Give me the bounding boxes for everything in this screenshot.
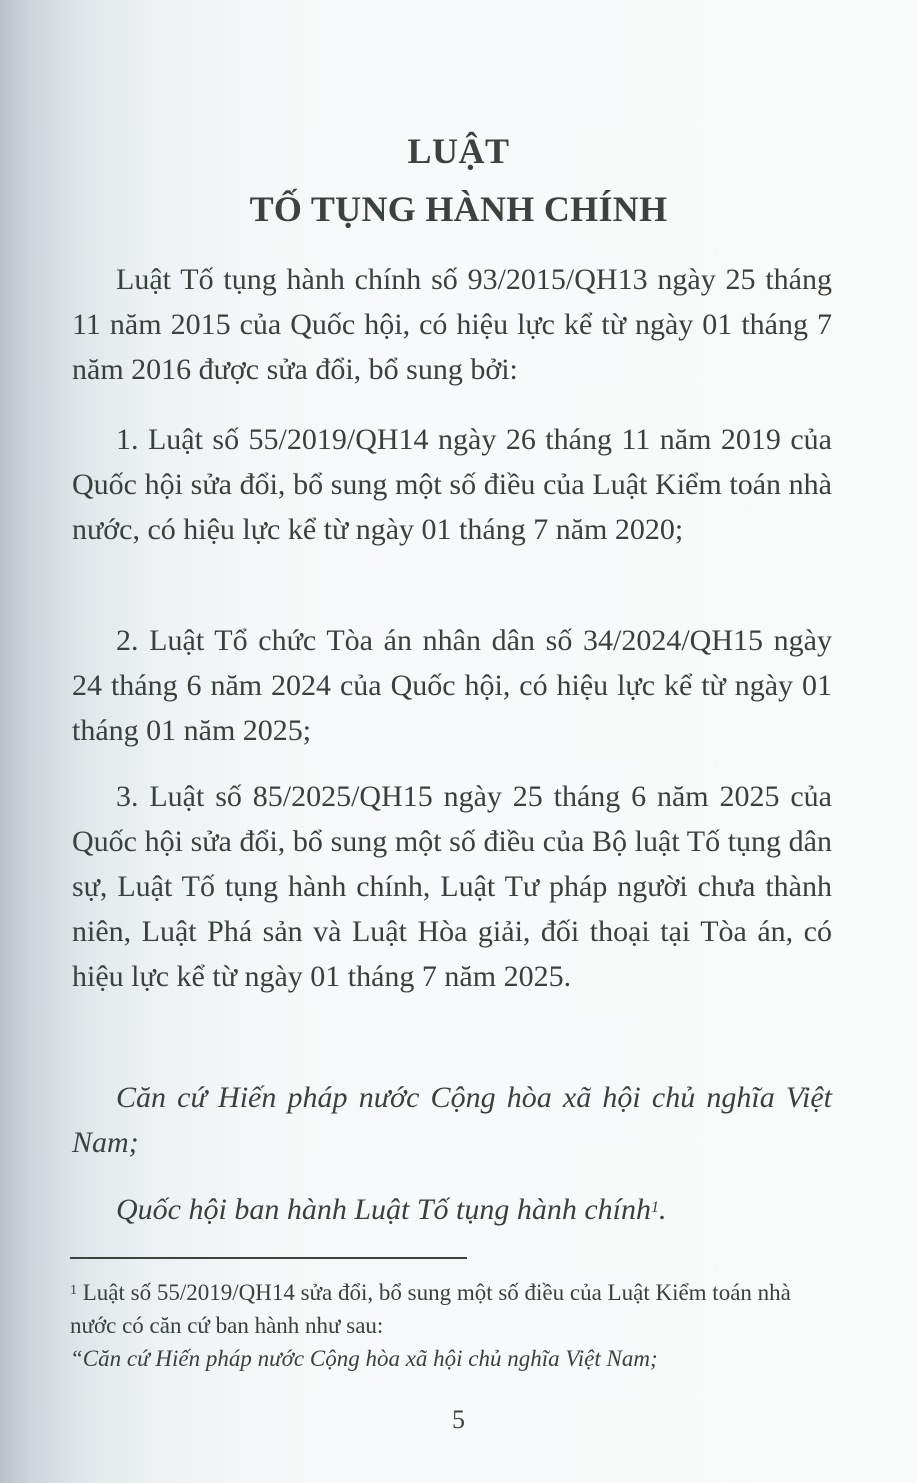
page-number: 5 [452, 1405, 465, 1434]
amendment-2 [72, 618, 832, 753]
intro-text: Luật Tố tụng hành chính số 93/2015/QH13 ngày 25 tháng 11 năm 2015 của Quốc hội, có hiệu lực kể từ ngày 01 tháng 7 năm 2016 được sửa đổi, bổ sung bởi: [72, 263, 832, 386]
preamble-enactment-text: Quốc hội ban hành Luật Tố tụng hành chính [116, 1193, 652, 1226]
footnote-reference[interactable]: 1 [651, 1199, 660, 1216]
footnote-mark: 1 [70, 1283, 77, 1298]
footnote-divider [70, 1257, 467, 1259]
preamble-enactment: Quốc hội ban hành Luật Tố tụng hành chính$^1$. [116, 1193, 667, 1226]
amendment-1 [72, 417, 832, 552]
intro-paragraph [72, 257, 832, 392]
amendment-1-text: 1. Luật số 55/2019/QH14 ngày 26 tháng 11 năm 2019 của Quốc hội sửa đổi, bổ sung một số điều của Luật Kiểm toán nhà nước, có hiệu lực kể từ ngày 01 tháng 7 năm 2020; [72, 423, 832, 546]
amendment-2-text: 2. Luật Tổ chức Tòa án nhân dân số 34/2024/QH15 ngày 24 tháng 6 năm 2024 của Quốc hội, có hiệu lực kể từ ngày 01 tháng 01 năm 2025; [72, 624, 832, 747]
amendment-3-text: 3. Luật số 85/2025/QH15 ngày 25 tháng 6 năm 2025 của Quốc hội sửa đổi, bổ sung một số điều của Bộ luật Tố tụng dân sự, Luật Tố tụng hành chính, Luật Tư pháp người chưa thành niên, Luật Phá sản và Luật Hòa giải, đối thoại tại Tòa án, có hiệu lực kể từ ngày 01 tháng 7 năm 2025. [72, 780, 832, 993]
footnote-quote: “Căn cứ Hiến pháp nước Cộng hòa xã hội chủ nghĩa Việt Nam; [70, 1346, 658, 1371]
preamble-basis [72, 1075, 832, 1165]
amendment-3 [72, 774, 832, 999]
footnote [70, 1276, 832, 1375]
law-title-heading: LUẬT [407, 131, 510, 171]
law-title-subheading: TỐ TỤNG HÀNH CHÍNH [249, 189, 668, 229]
footnote-text: Luật số 55/2019/QH14 sửa đổi, bổ sung một số điều của Luật Kiểm toán nhà nước có căn cứ ban hành như sau: [70, 1280, 791, 1338]
preamble-basis-text: Căn cứ Hiến pháp nước Cộng hòa xã hội chủ nghĩa Việt Nam; [72, 1081, 832, 1159]
